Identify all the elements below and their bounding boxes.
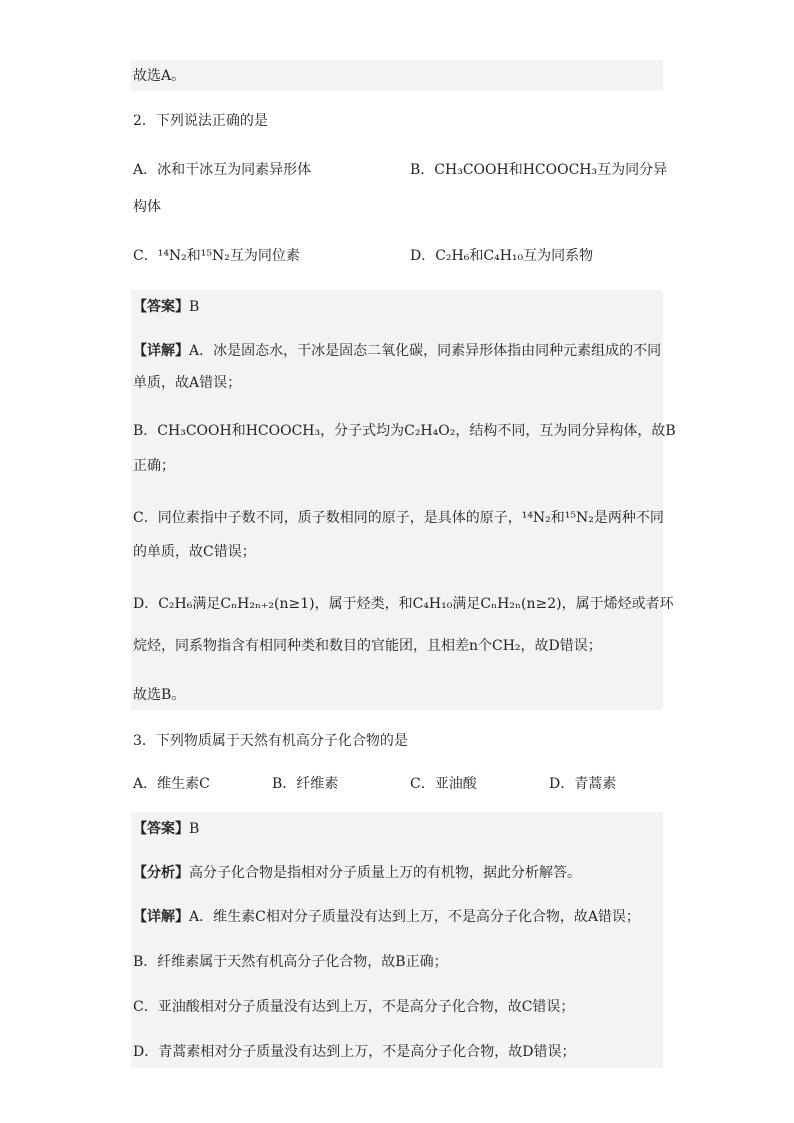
q2-detail-b-cont: 正确；	[133, 458, 175, 474]
q2-option-c: C．¹⁴N₂和¹⁵N₂互为同位素	[133, 248, 300, 264]
q3-detail-c: C．亚油酸相对分子质量没有达到上万，不是高分子化合物，故C错误；	[133, 999, 575, 1015]
q2-detail-b: B．CH₃COOH和HCOOCH₃，分子式均为C₂H₄O₂，结构不同，互为同分异构体，故B	[133, 423, 676, 439]
q2-option-b-cont: 构体	[133, 199, 161, 215]
detail-a-text: A．维生素C相对分子质量没有达到上万，不是高分子化合物，故A错误；	[189, 909, 640, 925]
q3-option-c: C．亚油酸	[410, 776, 477, 792]
q2-detail-a	[133, 341, 661, 361]
answer-tag: 【答案】	[133, 821, 189, 837]
q2-option-b: B．CH₃COOH和HCOOCH₃互为同分异	[410, 162, 668, 178]
q2-detail-a-cont: 单质，故A错误；	[133, 375, 242, 391]
q3-solution-shade	[131, 812, 663, 1068]
detail-a-text: A．冰是固态水，干冰是固态二氧化碳，同素异形体指由同种元素组成的不同	[189, 343, 662, 359]
q3-answer	[133, 819, 199, 839]
q3-detail-a	[133, 907, 640, 927]
q1-solution-shade	[131, 60, 663, 91]
answer-tag: 【答案】	[133, 299, 189, 315]
q2-conclusion: 故选B。	[133, 687, 186, 703]
q3-option-d: D．青蒿素	[549, 776, 617, 792]
q2-option-a: A．冰和干冰互为同素异形体	[133, 162, 312, 178]
q1-conclusion: 故选A。	[133, 68, 186, 84]
q2-detail-d: D．C₂H₆满足CₙH₂ₙ₊₂(n≥1)，属于烃类，和C₄H₁₀满足CₙH₂ₙ(n≥2)，属于烯烃或者环	[133, 596, 674, 612]
analysis-tag: 【分析】	[133, 865, 189, 881]
q2-detail-c: C．同位素指中子数不同，质子数相同的原子，是具体的原子，¹⁴N₂和¹⁵N₂是两种不同	[133, 510, 664, 526]
q3-option-a: A．维生素C	[133, 776, 210, 792]
q2-detail-c-cont: 的单质，故C错误；	[133, 544, 256, 560]
q2-detail-d-cont: 烷烃，同系物指含有相同种类和数目的官能团，且相差n个CH₂，故D错误；	[133, 638, 602, 654]
answer-value: B	[189, 299, 200, 315]
q3-detail-b: B．纤维素属于天然有机高分子化合物，故B正确；	[133, 954, 448, 970]
analysis-text: 高分子化合物是指相对分子质量上万的有机物，据此分析解答。	[189, 865, 581, 881]
q2-answer	[133, 297, 199, 317]
q3-analysis	[133, 863, 581, 883]
answer-value: B	[189, 821, 200, 837]
q2-stem: 2．下列说法正确的是	[133, 113, 268, 129]
q2-option-d: D．C₂H₆和C₄H₁₀互为同系物	[410, 248, 594, 264]
detail-tag: 【详解】	[133, 909, 189, 925]
q3-stem: 3．下列物质属于天然有机高分子化合物的是	[133, 733, 408, 749]
detail-tag: 【详解】	[133, 343, 189, 359]
q3-option-b: B．纤维素	[272, 776, 339, 792]
q3-detail-d: D．青蒿素相对分子质量没有达到上万，不是高分子化合物，故D错误；	[133, 1044, 576, 1060]
